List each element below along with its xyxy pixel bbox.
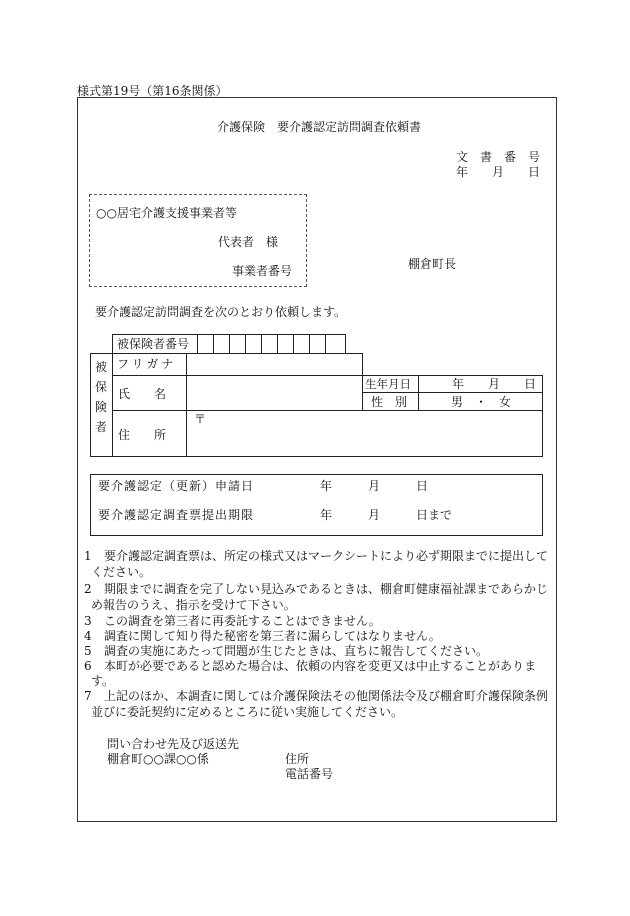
contact-address-label: 住所 (285, 752, 310, 766)
addressee-representative: 代表者 様 (218, 235, 279, 249)
side-label-char: 者 (95, 420, 108, 434)
insured-number-label: 被保険者番号 (117, 337, 190, 351)
name-label: 氏 名 (118, 387, 167, 401)
side-label-char: 険 (95, 400, 108, 414)
sender: 棚倉町長 (408, 257, 457, 271)
addressee-office: ○○居宅介護支援事業者等 (96, 206, 237, 220)
deadline-label: 要介護認定調査票提出期限 (98, 508, 255, 522)
birthdate-label: 生年月日 (365, 377, 411, 391)
side-label-char: 被 (95, 360, 108, 374)
birthdate-value: 年 月 日 (452, 377, 537, 391)
application-date-label: 要介護認定（更新）申請日 (98, 479, 255, 493)
sex-value: 男 ・ 女 (451, 395, 512, 409)
sex-label: 性 別 (371, 395, 408, 409)
note-item: 2 期限までに調査を完了しない見込みであるときは、棚倉町健康福祉課まであらかじ (84, 582, 549, 596)
address-label: 住 所 (118, 428, 167, 442)
note-item: 7 上記のほか、本調査に関しては介護保険法その他関係法令及び棚倉町介護保険条例 (84, 689, 549, 703)
document-title: 介護保険 要介護認定訪問調査依頼書 (217, 120, 422, 134)
date-label: 年 月 日 (456, 165, 541, 179)
doc-number-label: 文 書 番 号 (456, 150, 541, 164)
form-number: 様式第19号（第16条関係） (77, 84, 228, 98)
note-item-cont: 並びに委託契約に定めるところに従い実施してください。 (91, 705, 404, 719)
note-item: 3 この調査を第三者に再委託することはできません。 (84, 614, 381, 628)
note-item: 1 要介護認定調査票は、所定の様式又はマークシートにより必ず期限までに提出して (84, 549, 549, 563)
side-label-char: 保 (95, 380, 108, 394)
contact-phone-label: 電話番号 (285, 767, 334, 781)
note-item: 4 調査に関して知り得た秘密を第三者に漏らしてはなりません。 (84, 629, 441, 643)
postal-mark: 〒 (194, 412, 207, 426)
deadline-value: 年 月 日まで (320, 508, 453, 522)
contact-dept: 棚倉町○○課○○係 (107, 752, 209, 766)
application-date-value: 年 月 日 (320, 479, 429, 493)
note-item: 6 本町が必要であると認めた場合は、依頼の内容を変更又は中止することがありま (84, 659, 537, 673)
note-item: 5 調査の実施にあたって問題が生じたときは、直ちに報告してください。 (84, 644, 489, 658)
note-item-cont: め報告のうえ、指示を受けて下さい。 (91, 598, 296, 612)
business-number-label: 事業者番号 (232, 264, 293, 278)
note-item-cont: す。 (91, 674, 115, 688)
note-item-cont: ください。 (91, 565, 152, 579)
furigana-label: フリガナ (117, 357, 177, 371)
contact-heading: 問い合わせ先及び返送先 (107, 737, 240, 751)
request-text: 要介護認定訪問調査を次のとおり依頼します。 (95, 305, 347, 319)
